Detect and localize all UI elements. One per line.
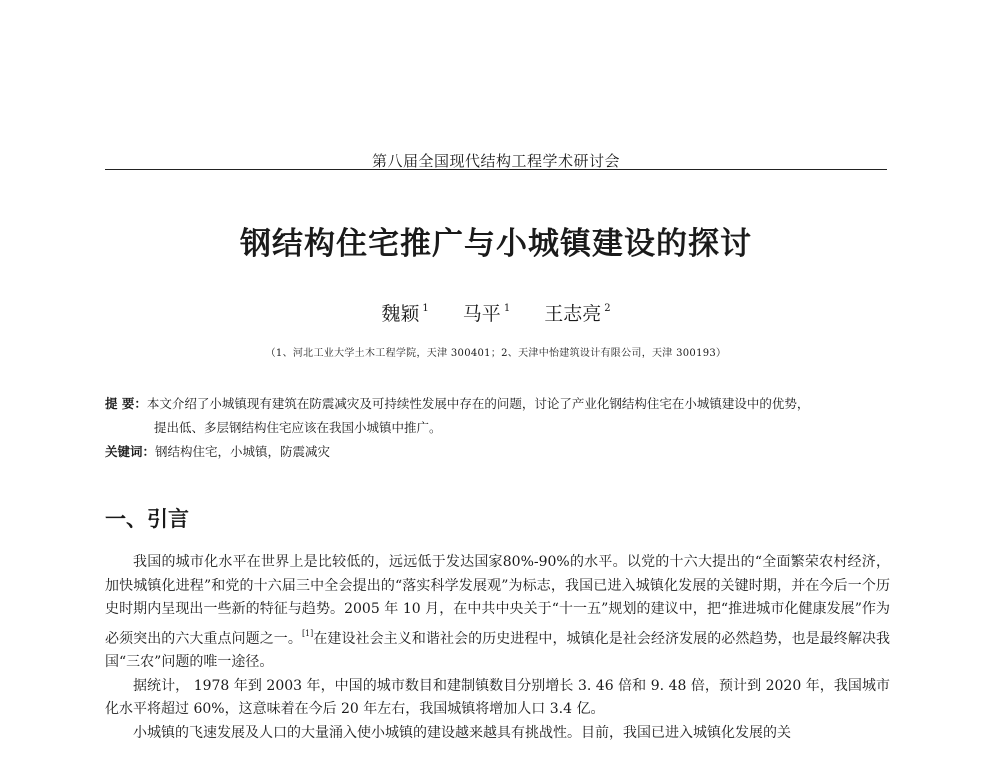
header-rule [105, 169, 887, 170]
abstract-label: 提 要： [105, 396, 147, 411]
author-name: 王志亮 [544, 303, 602, 325]
citation-ref: [1] [301, 628, 314, 638]
author-name: 魏颖 [381, 303, 420, 325]
abstract-text-1: 本文介绍了小城镇现有建筑在防震减灾及可持续性发展中存在的问题，讨论了产业化钢结构住宅在小城镇建设中的优势， [146, 396, 810, 411]
keywords-label: 关键词： [105, 444, 156, 459]
author-2 [463, 299, 510, 326]
paragraph-1-text-b: 在建设社会主义和谐社会的历史进程中，城镇化是社会经济发展的必然趋势，也是最终解决我国“三农”问题的唯一途径。 [105, 630, 891, 670]
author-affil-mark: 1 [422, 303, 429, 314]
affiliation: （1、河北工业大学土木工程学院，天津 300401；2、天津中怡建筑设计有限公司，天津 300193） [265, 348, 727, 359]
body-text [105, 551, 890, 745]
author-3 [544, 299, 610, 326]
author-affil-mark: 1 [503, 303, 511, 314]
author-list [105, 299, 887, 326]
abstract-line-1 [105, 392, 895, 416]
abstract [105, 392, 895, 440]
keywords-text: 钢结构住宅，小城镇，防震减灾 [155, 444, 331, 459]
paragraph-1 [105, 551, 890, 675]
abstract-text-2: 提出低、多层钢结构住宅应该在我国小城镇中推广。 [154, 420, 442, 435]
author-affil-mark: 2 [604, 303, 611, 314]
paper-title: 钢结构住宅推广与小城镇建设的探讨 [240, 226, 752, 262]
author-name: 马平 [462, 303, 501, 325]
section-heading: 一、引言 [105, 507, 189, 531]
paragraph-2: 据统计， 1978 年到 2003 年，中国的城市数目和建制镇数目分别增长 3. 46 倍和 9. 48 倍，预计到 2020 年，我国城市化水平将超过 60%，这意味着在今后 20 年左右，我国城镇将增加人口 3.4 亿。 [105, 677, 890, 717]
keywords [105, 440, 895, 464]
author-1 [381, 299, 428, 326]
paragraph-3: 小城镇的飞速发展及人口的大量涌入使小城镇的建设越来越具有挑战性。目前，我国已进入城镇化发展的关 [133, 724, 791, 741]
running-header: 第八届全国现代结构工程学术研讨会 [371, 152, 620, 170]
paragraph-1-text-a: 我国的城市化水平在世界上是比较低的，远远低于发达国家80%-90%的水平。以党的十六大提出的“全面繁荣农村经济，加快城镇化进程”和党的十六届三中全会提出的“落实科学发展观”为标志，我国已进入城镇化发展的关键时期，并在今后一个历史时期内呈现出一些新的特征与趋势。2005 年 10 月，在中共中央关于“十一五”规划的建议中，把“推进城市化健康发展”作为必须突出的六大重点问题之一。 [105, 554, 890, 647]
